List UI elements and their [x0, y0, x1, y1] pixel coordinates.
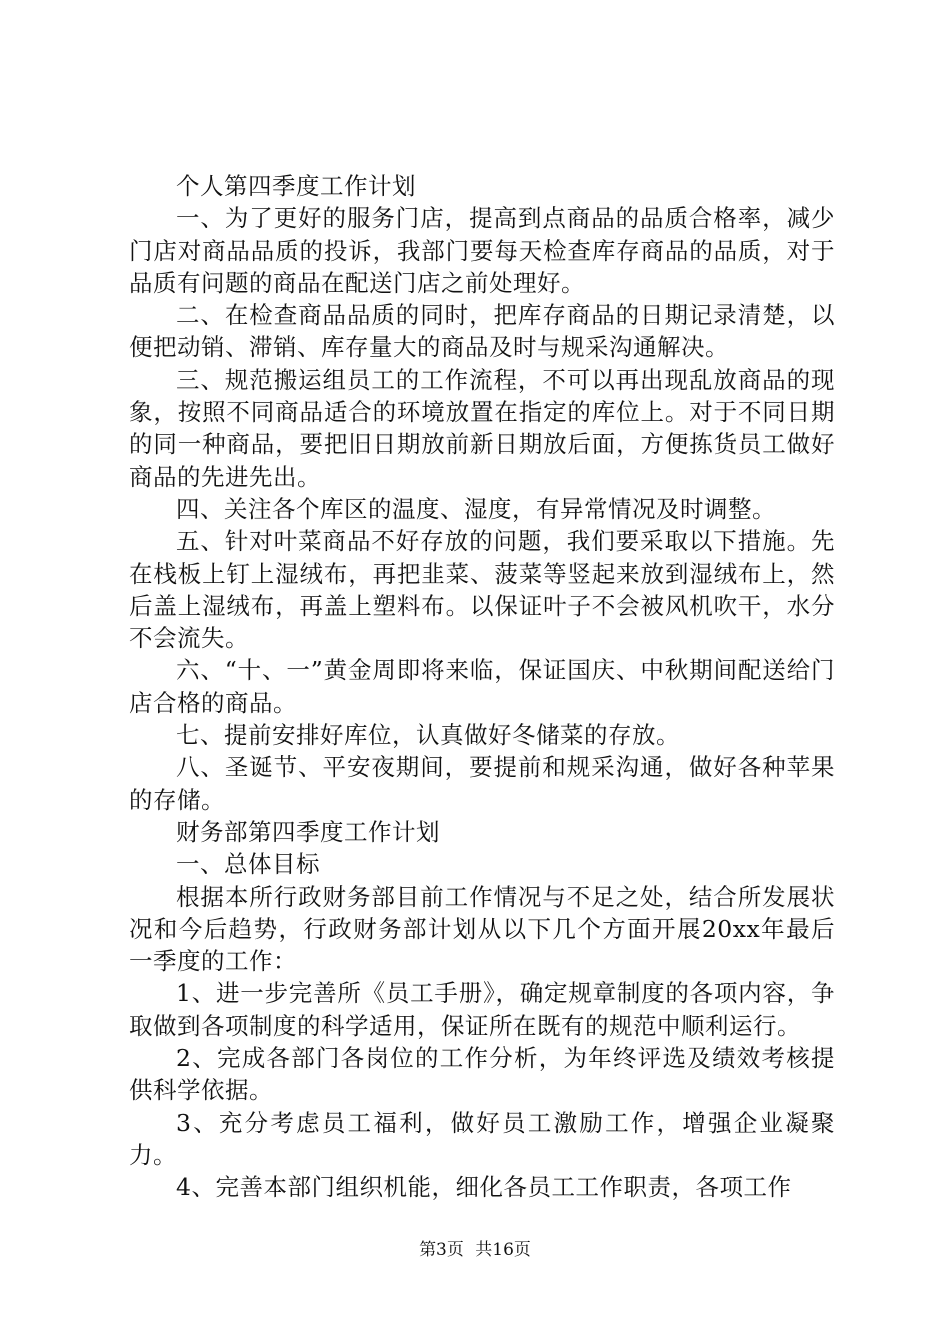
paragraph: 五、针对叶菜商品不好存放的问题，我们要采取以下措施。先在栈板上钉上湿绒布，再把韭菜、菠菜等竖起来放到湿绒布上，然后盖上湿绒布，再盖上塑料布。以保证叶子不会被风机吹干，水分不会流失。 — [129, 527, 835, 653]
paragraph: 三、规范搬运组员工的工作流程，不可以再出现乱放商品的现象，按照不同商品适合的环境放置在指定的库位上。对于不同日期的同一种商品，要把旧日期放前新日期放后面，方便拣货员工做好商品的先进先出。 — [129, 365, 835, 491]
paragraph: 一、为了更好的服务门店，提高到点商品的品质合格率，减少门店对商品品质的投诉，我部门要每天检查库存商品的品质，对于品质有问题的商品在配送门店之前处理好。 — [129, 204, 835, 297]
document-body — [129, 170, 835, 1204]
page-total: 共16页 — [475, 1240, 531, 1260]
paragraph: 3、充分考虑员工福利，做好员工激励工作，增强企业凝聚力。 — [129, 1108, 835, 1169]
section-title-finance-plan: 财务部第四季度工作计划 — [176, 817, 440, 846]
paragraph: 二、在检查商品品质的同时，把库存商品的日期记录清楚，以便把动销、滞销、库存量大的商品及时与规采沟通解决。 — [129, 301, 835, 362]
paragraph: 四、关注各个库区的温度、湿度，有异常情况及时调整。 — [176, 494, 776, 523]
paragraph: 4、完善本部门组织机能，细化各员工工作职责，各项工作 — [176, 1173, 792, 1202]
paragraph: 1、进一步完善所《员工手册》，确定规章制度的各项内容，争取做到各项制度的科学适用，保证所在既有的规范中顺利运行。 — [129, 979, 835, 1040]
paragraph: 六、“十、一”黄金周即将来临，保证国庆、中秋期间配送给门店合格的商品。 — [129, 656, 835, 717]
section-title-personal-plan: 个人第四季度工作计划 — [176, 172, 416, 200]
subsection-heading: 一、总体目标 — [176, 850, 320, 879]
paragraph: 2、完成各部门各岗位的工作分析，为年终评选及绩效考核提供科学依据。 — [129, 1044, 835, 1105]
page-footer — [0, 1240, 950, 1260]
paragraph: 七、提前安排好库位，认真做好冬储菜的存放。 — [176, 721, 680, 750]
paragraph: 八、圣诞节、平安夜期间，要提前和规采沟通，做好各种苹果的存储。 — [129, 753, 835, 814]
page-number: 第3页 — [419, 1240, 464, 1260]
paragraph: 根据本所行政财务部目前工作情况与不足之处，结合所发展状况和今后趋势，行政财务部计划从以下几个方面开展20xx年最后一季度的工作： — [129, 882, 835, 976]
